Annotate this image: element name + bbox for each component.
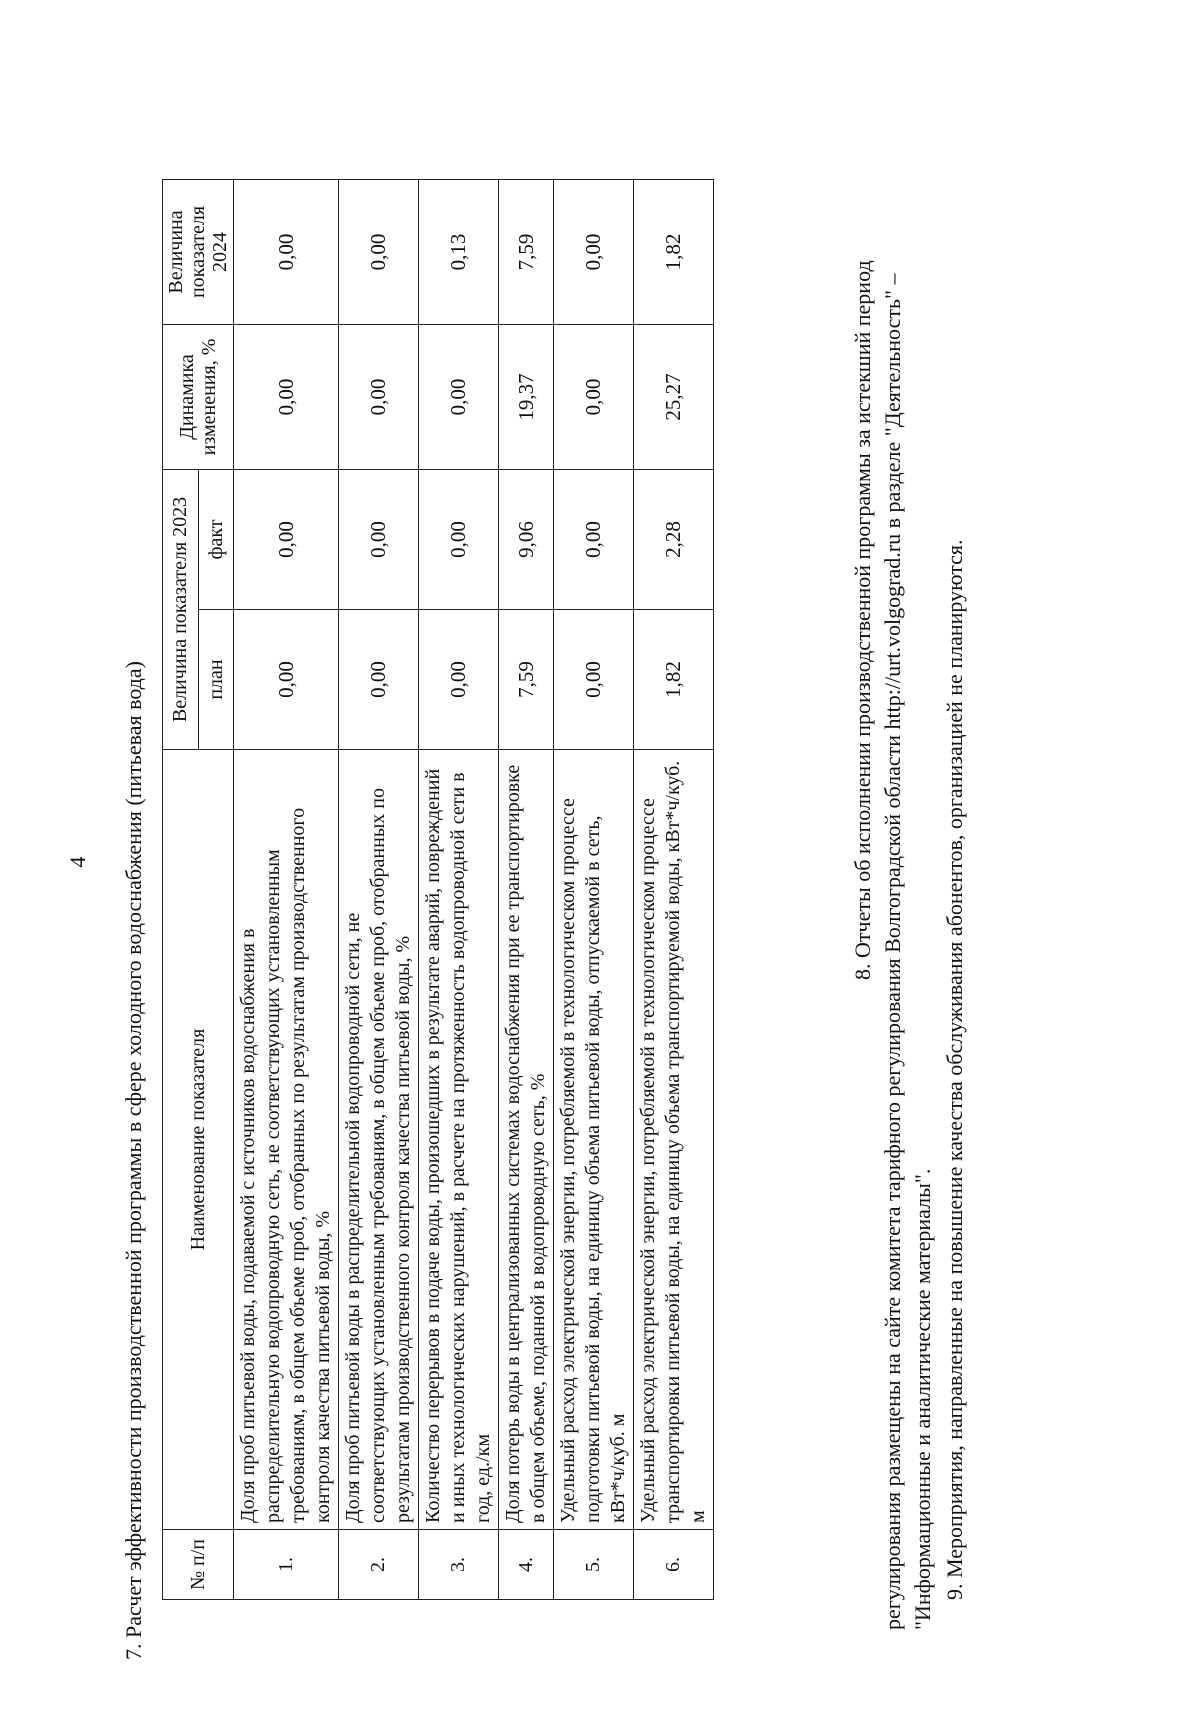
indicators-table — [162, 179, 714, 1600]
table-row — [419, 179, 499, 1599]
row-value-2024: 7,59 — [499, 179, 554, 324]
row-fact: 2,28 — [634, 469, 714, 609]
row-dynamics: 0,00 — [554, 324, 634, 469]
row-num: 1. — [234, 1530, 339, 1600]
row-plan: 0,00 — [234, 610, 339, 750]
table-row — [234, 179, 339, 1599]
row-value-2024: 1,82 — [634, 179, 714, 324]
row-num: 2. — [339, 1530, 419, 1600]
paragraph-reports: 8. Отчеты об исполнении производственной программы за истекший период регулирования размещены на сайте комитета тарифного регулирования Волгоградской области http://urt.volgograd.ru в разделе "Деятельность" – "Информационные и аналитические материалы". — [850, 260, 935, 1630]
header-value-2024: Величина показателя 2024 — [163, 179, 234, 324]
paragraph-measures: 9. Мероприятия, направленные на повышение качества обслуживания абонентов, организацией не планируются. — [942, 539, 967, 1600]
row-dynamics: 0,00 — [234, 324, 339, 469]
table-row — [634, 179, 714, 1599]
row-name: Количество перерывов в подаче воды, произошедших в результате аварий, повреждений и иных технологических нарушений, в расчете на протяженность водопроводной сети в год, ед./км — [419, 750, 499, 1530]
row-dynamics: 0,00 — [419, 324, 499, 469]
row-fact: 0,00 — [234, 469, 339, 609]
row-num: 4. — [499, 1530, 554, 1600]
row-plan: 0,00 — [419, 610, 499, 750]
rotated-landscape-sheet — [120, 100, 1000, 1660]
table-row — [499, 179, 554, 1599]
row-name: Доля проб питьевой воды в распределительной водопроводной сети, не соответствующих установленным требованиям, в общем объеме проб, отобранных по результатам производственного контроля качества питьевой воды, % — [339, 750, 419, 1530]
row-dynamics: 19,37 — [499, 324, 554, 469]
header-value-2023: Величина показателя 2023 — [163, 469, 199, 749]
section-title: 7. Расчет эффективности производственной программы в сфере холодного водоснабжения (питьевая вода) — [121, 661, 146, 1660]
row-name: Доля потерь воды в централизованных системах водоснабжения при ее транспортировке в общем объеме, поданной в водопроводную сеть, % — [499, 750, 554, 1530]
row-name: Удельный расход электрической энергии, потребляемой в технологическом процессе транспортировки питьевой воды, на единицу объема транспортируемой воды, кВт*ч/куб. м — [634, 750, 714, 1530]
row-num: 3. — [419, 1530, 499, 1600]
row-value-2024: 0,00 — [339, 179, 419, 324]
row-plan: 7,59 — [499, 610, 554, 750]
table-row — [554, 179, 634, 1599]
table-header-row — [163, 179, 199, 1599]
row-num: 5. — [554, 1530, 634, 1600]
row-dynamics: 0,00 — [339, 324, 419, 469]
row-value-2024: 0,13 — [419, 179, 499, 324]
header-name: Наименование показателя — [163, 750, 234, 1530]
row-fact: 0,00 — [339, 469, 419, 609]
header-plan: план — [198, 610, 234, 750]
row-fact: 0,00 — [554, 469, 634, 609]
row-value-2024: 0,00 — [554, 179, 634, 324]
row-fact: 0,00 — [419, 469, 499, 609]
row-fact: 9,06 — [499, 469, 554, 609]
row-plan: 1,82 — [634, 610, 714, 750]
row-dynamics: 25,27 — [634, 324, 714, 469]
page-number: 4 — [65, 856, 90, 868]
row-plan: 0,00 — [554, 610, 634, 750]
row-name: Удельный расход электрической энергии, потребляемой в технологическом процессе подготовки питьевой воды, на единицу объема питьевой воды, отпускаемой в сеть, кВт*ч/куб. м — [554, 750, 634, 1530]
row-name: Доля проб питьевой воды, подаваемой с источников водоснабжения в распределительную водопроводную сеть, не соответствующих установленным требованиям, в общем объеме проб, отобранных по результатам производственного контроля качества питьевой воды, % — [234, 750, 339, 1530]
row-value-2024: 0,00 — [234, 179, 339, 324]
header-dynamics: Динамика изменения, % — [163, 324, 234, 469]
row-plan: 0,00 — [339, 610, 419, 750]
header-fact: факт — [198, 469, 234, 609]
header-num: № п/п — [163, 1530, 234, 1600]
row-num: 6. — [634, 1530, 714, 1600]
table-row — [339, 179, 419, 1599]
